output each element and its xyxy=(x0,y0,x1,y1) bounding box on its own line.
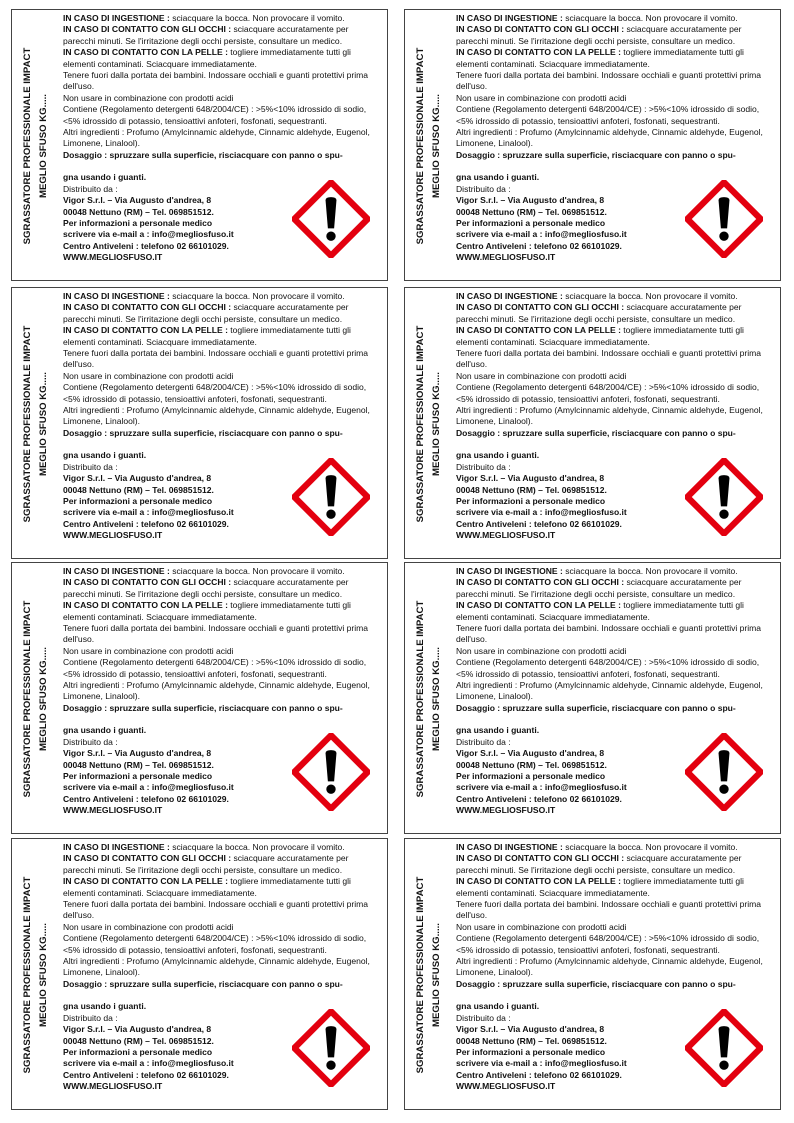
product-label xyxy=(404,562,781,834)
dosage-line1: Dosaggio : spruzzare sulla superficie, risciacquare con panno o spu- xyxy=(456,427,736,438)
distributor-header: Distribuito da : xyxy=(63,1012,118,1023)
ingestione-label: IN CASO DI INGESTIONE : xyxy=(63,566,170,576)
composition: Contiene (Regolamento detergenti 648/2004/CE) : >5%<10% idrossido di sodio, <5% idrossido di potassio, tensioattivi anfoteri, fosfonati, sequestranti. xyxy=(63,382,367,404)
distributor-company: Vigor S.r.l. – Via Augusto d'andrea, 8 xyxy=(63,748,212,759)
ingestione-warning xyxy=(63,842,381,853)
distributor-city: 00048 Nettuno (RM) – Tel. 069851512. xyxy=(63,206,214,217)
dosage-line2: gna usando i guanti. xyxy=(63,450,147,461)
occhi-warning xyxy=(456,577,774,600)
ingestione-label: IN CASO DI INGESTIONE : xyxy=(63,13,170,23)
poison-center: Centro Antiveleni : telefono 02 66101029. xyxy=(63,518,229,529)
product-name-line1: SGRASSATORE PROFESSIONALE IMPACT xyxy=(22,47,33,245)
occhi-label: IN CASO DI CONTATTO CON GLI OCCHI : xyxy=(63,24,232,35)
product-label xyxy=(404,838,781,1110)
dosage-line1: Dosaggio : spruzzare sulla superficie, risciacquare con panno o spu- xyxy=(456,978,736,989)
pelle-label: IN CASO DI CONTATTO CON LA PELLE : xyxy=(63,47,228,58)
website: WWW.MEGLIOSFUSO.IT xyxy=(456,1081,556,1092)
ingredients: Altri ingredienti : Profumo (Amylcinnamic aldehyde, Cinnamic aldehyde, Eugenol, Limonene, Linalool). xyxy=(456,680,763,702)
pelle-text: togliere immediatamente tutti gli elementi contaminati. Sciacquare immediatamente. xyxy=(456,325,744,347)
website: WWW.MEGLIOSFUSO.IT xyxy=(63,530,163,541)
ingestione-warning xyxy=(63,291,381,302)
ingredients: Altri ingredienti : Profumo (Amylcinnamic aldehyde, Cinnamic aldehyde, Eugenol, Limonene, Linalool). xyxy=(456,127,763,149)
ingestione-text: sciacquare la bocca. Non provocare il vomito. xyxy=(562,291,738,301)
ingestione-warning xyxy=(456,842,774,853)
occhi-label: IN CASO DI CONTATTO CON GLI OCCHI : xyxy=(456,577,625,588)
product-name-vertical xyxy=(405,563,453,833)
contact-email: scrivere via e-mail a : info@megliosfuso.it xyxy=(456,229,627,240)
ingestione-label: IN CASO DI INGESTIONE : xyxy=(456,13,563,23)
medical-info: Per informazioni a personale medico xyxy=(63,495,213,506)
pelle-label: IN CASO DI CONTATTO CON LA PELLE : xyxy=(63,876,228,887)
product-label xyxy=(11,562,388,834)
dosage-line2: gna usando i guanti. xyxy=(63,172,147,183)
distributor-header: Distribuito da : xyxy=(456,183,511,194)
distributor-header: Distribuito da : xyxy=(456,736,511,747)
bambini-warning: Tenere fuori dalla portata dei bambini. Indossare occhiali e guanti protettivi prima dell'uso. xyxy=(456,70,762,92)
composition: Contiene (Regolamento detergenti 648/2004/CE) : >5%<10% idrossido di sodio, <5% idrossido di potassio, tensioattivi anfoteri, fosfonati, sequestranti. xyxy=(456,104,760,126)
pelle-text: togliere immediatamente tutti gli elementi contaminati. Sciacquare immediatamente. xyxy=(456,600,744,622)
ingestione-warning xyxy=(63,13,381,24)
pelle-text: togliere immediatamente tutti gli elementi contaminati. Sciacquare immediatamente. xyxy=(456,47,744,69)
pelle-label: IN CASO DI CONTATTO CON LA PELLE : xyxy=(456,47,621,58)
contact-email: scrivere via e-mail a : info@megliosfuso.it xyxy=(63,507,234,518)
product-name-line2: MEGLIO SFUSO KG..... xyxy=(38,923,49,1027)
distributor-company: Vigor S.r.l. – Via Augusto d'andrea, 8 xyxy=(63,1024,212,1035)
ingredients: Altri ingredienti : Profumo (Amylcinnamic aldehyde, Cinnamic aldehyde, Eugenol, Limonene, Linalool). xyxy=(63,405,370,427)
dosage-line2: gna usando i guanti. xyxy=(63,1001,147,1012)
occhi-label: IN CASO DI CONTATTO CON GLI OCCHI : xyxy=(63,853,232,864)
acidi-warning: Non usare in combinazione con prodotti acidi xyxy=(63,921,234,932)
distributor-header: Distribuito da : xyxy=(63,461,118,472)
dosage-line1: Dosaggio : spruzzare sulla superficie, risciacquare con panno o spu- xyxy=(63,149,343,160)
product-label xyxy=(404,9,781,281)
medical-info: Per informazioni a personale medico xyxy=(456,495,606,506)
pelle-warning xyxy=(456,325,774,348)
ingestione-text: sciacquare la bocca. Non provocare il vomito. xyxy=(169,13,345,23)
pelle-warning xyxy=(456,47,774,70)
website: WWW.MEGLIOSFUSO.IT xyxy=(456,805,556,816)
occhi-text: sciacquare accuratamente per parecchi minuti. Se l'irritazione degli occhi persiste, consultare un medico. xyxy=(456,577,742,599)
poison-center: Centro Antiveleni : telefono 02 66101029. xyxy=(63,793,229,804)
occhi-text: sciacquare accuratamente per parecchi minuti. Se l'irritazione degli occhi persiste, consultare un medico. xyxy=(456,302,742,324)
product-label xyxy=(11,287,388,559)
composition: Contiene (Regolamento detergenti 648/2004/CE) : >5%<10% idrossido di sodio, <5% idrossido di potassio, tensioattivi anfoteri, fosfonati, sequestranti. xyxy=(456,933,760,955)
product-name-vertical xyxy=(12,288,60,558)
medical-info: Per informazioni a personale medico xyxy=(63,770,213,781)
occhi-text: sciacquare accuratamente per parecchi minuti. Se l'irritazione degli occhi persiste, consultare un medico. xyxy=(63,24,349,46)
product-label xyxy=(404,287,781,559)
pelle-text: togliere immediatamente tutti gli elementi contaminati. Sciacquare immediatamente. xyxy=(63,47,351,69)
product-name-line1: SGRASSATORE PROFESSIONALE IMPACT xyxy=(22,600,33,798)
ingestione-text: sciacquare la bocca. Non provocare il vomito. xyxy=(169,566,345,576)
ghs-exclamation-mark-icon xyxy=(292,733,370,811)
product-name-line2: MEGLIO SFUSO KG..... xyxy=(38,94,49,198)
product-name-line2: MEGLIO SFUSO KG..... xyxy=(431,923,442,1027)
distributor-city: 00048 Nettuno (RM) – Tel. 069851512. xyxy=(63,759,214,770)
ingredients: Altri ingredienti : Profumo (Amylcinnamic aldehyde, Cinnamic aldehyde, Eugenol, Limonene, Linalool). xyxy=(63,680,370,702)
pelle-warning xyxy=(63,600,381,623)
medical-info: Per informazioni a personale medico xyxy=(456,217,606,228)
poison-center: Centro Antiveleni : telefono 02 66101029. xyxy=(456,240,622,251)
ghs-exclamation-mark-icon xyxy=(292,1009,370,1087)
product-name-line2: MEGLIO SFUSO KG..... xyxy=(431,647,442,751)
pelle-warning xyxy=(63,47,381,70)
product-name-vertical xyxy=(405,288,453,558)
product-name-line1: SGRASSATORE PROFESSIONALE IMPACT xyxy=(415,876,426,1074)
distributor-company: Vigor S.r.l. – Via Augusto d'andrea, 8 xyxy=(63,195,212,206)
product-label xyxy=(11,838,388,1110)
ghs-exclamation-mark-icon xyxy=(685,458,763,536)
occhi-text: sciacquare accuratamente per parecchi minuti. Se l'irritazione degli occhi persiste, consultare un medico. xyxy=(456,853,742,875)
ingestione-warning xyxy=(456,291,774,302)
acidi-warning: Non usare in combinazione con prodotti acidi xyxy=(456,92,627,103)
ghs-exclamation-mark-icon xyxy=(685,733,763,811)
contact-email: scrivere via e-mail a : info@megliosfuso.it xyxy=(456,1058,627,1069)
ingestione-label: IN CASO DI INGESTIONE : xyxy=(456,842,563,852)
pelle-label: IN CASO DI CONTATTO CON LA PELLE : xyxy=(456,876,621,887)
poison-center: Centro Antiveleni : telefono 02 66101029. xyxy=(456,518,622,529)
product-name-vertical xyxy=(405,839,453,1109)
poison-center: Centro Antiveleni : telefono 02 66101029. xyxy=(456,793,622,804)
distributor-header: Distribuito da : xyxy=(456,461,511,472)
occhi-warning xyxy=(63,853,381,876)
pelle-warning xyxy=(63,325,381,348)
product-name-vertical xyxy=(405,10,453,280)
pelle-text: togliere immediatamente tutti gli elementi contaminati. Sciacquare immediatamente. xyxy=(63,600,351,622)
pelle-label: IN CASO DI CONTATTO CON LA PELLE : xyxy=(456,325,621,336)
acidi-warning: Non usare in combinazione con prodotti acidi xyxy=(63,645,234,656)
distributor-company: Vigor S.r.l. – Via Augusto d'andrea, 8 xyxy=(456,473,605,484)
website: WWW.MEGLIOSFUSO.IT xyxy=(63,805,163,816)
ingredients: Altri ingredienti : Profumo (Amylcinnamic aldehyde, Cinnamic aldehyde, Eugenol, Limonene, Linalool). xyxy=(63,127,370,149)
product-label xyxy=(11,9,388,281)
product-name-line1: SGRASSATORE PROFESSIONALE IMPACT xyxy=(22,325,33,523)
occhi-warning xyxy=(63,302,381,325)
ghs-exclamation-mark-icon xyxy=(292,180,370,258)
pelle-warning xyxy=(63,876,381,899)
distributor-company: Vigor S.r.l. – Via Augusto d'andrea, 8 xyxy=(456,195,605,206)
product-name-line2: MEGLIO SFUSO KG..... xyxy=(431,372,442,476)
product-name-line2: MEGLIO SFUSO KG..... xyxy=(38,372,49,476)
dosage-line2: gna usando i guanti. xyxy=(456,725,540,736)
acidi-warning: Non usare in combinazione con prodotti acidi xyxy=(456,370,627,381)
occhi-text: sciacquare accuratamente per parecchi minuti. Se l'irritazione degli occhi persiste, consultare un medico. xyxy=(63,577,349,599)
ghs-exclamation-mark-icon xyxy=(685,180,763,258)
pelle-text: togliere immediatamente tutti gli elementi contaminati. Sciacquare immediatamente. xyxy=(63,325,351,347)
occhi-label: IN CASO DI CONTATTO CON GLI OCCHI : xyxy=(63,302,232,313)
dosage-line1: Dosaggio : spruzzare sulla superficie, risciacquare con panno o spu- xyxy=(63,427,343,438)
occhi-label: IN CASO DI CONTATTO CON GLI OCCHI : xyxy=(456,853,625,864)
dosage-line2: gna usando i guanti. xyxy=(456,450,540,461)
pelle-warning xyxy=(456,876,774,899)
ingestione-warning xyxy=(63,566,381,577)
acidi-warning: Non usare in combinazione con prodotti acidi xyxy=(63,370,234,381)
composition: Contiene (Regolamento detergenti 648/2004/CE) : >5%<10% idrossido di sodio, <5% idrossido di potassio, tensioattivi anfoteri, fosfonati, sequestranti. xyxy=(456,382,760,404)
ingredients: Altri ingredienti : Profumo (Amylcinnamic aldehyde, Cinnamic aldehyde, Eugenol, Limonene, Linalool). xyxy=(63,956,370,978)
pelle-warning xyxy=(456,600,774,623)
pelle-label: IN CASO DI CONTATTO CON LA PELLE : xyxy=(63,600,228,611)
occhi-warning xyxy=(456,853,774,876)
occhi-text: sciacquare accuratamente per parecchi minuti. Se l'irritazione degli occhi persiste, consultare un medico. xyxy=(63,853,349,875)
product-name-line1: SGRASSATORE PROFESSIONALE IMPACT xyxy=(415,600,426,798)
website: WWW.MEGLIOSFUSO.IT xyxy=(456,252,556,263)
contact-email: scrivere via e-mail a : info@megliosfuso.it xyxy=(63,1058,234,1069)
poison-center: Centro Antiveleni : telefono 02 66101029. xyxy=(456,1069,622,1080)
occhi-label: IN CASO DI CONTATTO CON GLI OCCHI : xyxy=(63,577,232,588)
ingestione-text: sciacquare la bocca. Non provocare il vomito. xyxy=(562,842,738,852)
ingestione-label: IN CASO DI INGESTIONE : xyxy=(63,291,170,301)
occhi-text: sciacquare accuratamente per parecchi minuti. Se l'irritazione degli occhi persiste, consultare un medico. xyxy=(456,24,742,46)
bambini-warning: Tenere fuori dalla portata dei bambini. Indossare occhiali e guanti protettivi prima dell'uso. xyxy=(456,623,762,645)
pelle-label: IN CASO DI CONTATTO CON LA PELLE : xyxy=(63,325,228,336)
distributor-city: 00048 Nettuno (RM) – Tel. 069851512. xyxy=(456,759,607,770)
occhi-warning xyxy=(456,302,774,325)
website: WWW.MEGLIOSFUSO.IT xyxy=(63,252,163,263)
composition: Contiene (Regolamento detergenti 648/2004/CE) : >5%<10% idrossido di sodio, <5% idrossido di potassio, tensioattivi anfoteri, fosfonati, sequestranti. xyxy=(63,933,367,955)
bambini-warning: Tenere fuori dalla portata dei bambini. Indossare occhiali e guanti protettivi prima dell'uso. xyxy=(456,348,762,370)
distributor-city: 00048 Nettuno (RM) – Tel. 069851512. xyxy=(456,1035,607,1046)
occhi-label: IN CASO DI CONTATTO CON GLI OCCHI : xyxy=(456,24,625,35)
bambini-warning: Tenere fuori dalla portata dei bambini. Indossare occhiali e guanti protettivi prima dell'uso. xyxy=(63,899,369,921)
ingestione-text: sciacquare la bocca. Non provocare il vomito. xyxy=(169,842,345,852)
ingestione-warning xyxy=(456,566,774,577)
distributor-header: Distribuito da : xyxy=(63,736,118,747)
distributor-company: Vigor S.r.l. – Via Augusto d'andrea, 8 xyxy=(456,748,605,759)
occhi-text: sciacquare accuratamente per parecchi minuti. Se l'irritazione degli occhi persiste, consultare un medico. xyxy=(63,302,349,324)
contact-email: scrivere via e-mail a : info@megliosfuso.it xyxy=(456,507,627,518)
medical-info: Per informazioni a personale medico xyxy=(63,217,213,228)
poison-center: Centro Antiveleni : telefono 02 66101029. xyxy=(63,1069,229,1080)
acidi-warning: Non usare in combinazione con prodotti acidi xyxy=(456,921,627,932)
dosage-line1: Dosaggio : spruzzare sulla superficie, risciacquare con panno o spu- xyxy=(456,149,736,160)
occhi-warning xyxy=(63,577,381,600)
dosage-line2: gna usando i guanti. xyxy=(456,172,540,183)
occhi-label: IN CASO DI CONTATTO CON GLI OCCHI : xyxy=(456,302,625,313)
ingestione-text: sciacquare la bocca. Non provocare il vomito. xyxy=(169,291,345,301)
bambini-warning: Tenere fuori dalla portata dei bambini. Indossare occhiali e guanti protettivi prima dell'uso. xyxy=(456,899,762,921)
product-name-vertical xyxy=(12,839,60,1109)
ingredients: Altri ingredienti : Profumo (Amylcinnamic aldehyde, Cinnamic aldehyde, Eugenol, Limonene, Linalool). xyxy=(456,956,763,978)
acidi-warning: Non usare in combinazione con prodotti acidi xyxy=(456,645,627,656)
ingestione-label: IN CASO DI INGESTIONE : xyxy=(63,842,170,852)
product-name-line2: MEGLIO SFUSO KG..... xyxy=(431,94,442,198)
occhi-warning xyxy=(63,24,381,47)
dosage-line2: gna usando i guanti. xyxy=(456,1001,540,1012)
acidi-warning: Non usare in combinazione con prodotti acidi xyxy=(63,92,234,103)
distributor-city: 00048 Nettuno (RM) – Tel. 069851512. xyxy=(456,484,607,495)
product-name-line1: SGRASSATORE PROFESSIONALE IMPACT xyxy=(415,325,426,523)
contact-email: scrivere via e-mail a : info@megliosfuso.it xyxy=(456,782,627,793)
distributor-city: 00048 Nettuno (RM) – Tel. 069851512. xyxy=(63,484,214,495)
contact-email: scrivere via e-mail a : info@megliosfuso.it xyxy=(63,782,234,793)
website: WWW.MEGLIOSFUSO.IT xyxy=(456,530,556,541)
bambini-warning: Tenere fuori dalla portata dei bambini. Indossare occhiali e guanti protettivi prima dell'uso. xyxy=(63,70,369,92)
composition: Contiene (Regolamento detergenti 648/2004/CE) : >5%<10% idrossido di sodio, <5% idrossido di potassio, tensioattivi anfoteri, fosfonati, sequestranti. xyxy=(456,657,760,679)
medical-info: Per informazioni a personale medico xyxy=(456,1046,606,1057)
occhi-warning xyxy=(456,24,774,47)
medical-info: Per informazioni a personale medico xyxy=(63,1046,213,1057)
contact-email: scrivere via e-mail a : info@megliosfuso.it xyxy=(63,229,234,240)
product-name-line1: SGRASSATORE PROFESSIONALE IMPACT xyxy=(22,876,33,1074)
distributor-company: Vigor S.r.l. – Via Augusto d'andrea, 8 xyxy=(63,473,212,484)
dosage-line1: Dosaggio : spruzzare sulla superficie, risciacquare con panno o spu- xyxy=(63,702,343,713)
ingestione-label: IN CASO DI INGESTIONE : xyxy=(456,566,563,576)
composition: Contiene (Regolamento detergenti 648/2004/CE) : >5%<10% idrossido di sodio, <5% idrossido di potassio, tensioattivi anfoteri, fosfonati, sequestranti. xyxy=(63,657,367,679)
dosage-line1: Dosaggio : spruzzare sulla superficie, risciacquare con panno o spu- xyxy=(456,702,736,713)
medical-info: Per informazioni a personale medico xyxy=(456,770,606,781)
ghs-exclamation-mark-icon xyxy=(685,1009,763,1087)
product-name-vertical xyxy=(12,563,60,833)
pelle-label: IN CASO DI CONTATTO CON LA PELLE : xyxy=(456,600,621,611)
dosage-line1: Dosaggio : spruzzare sulla superficie, risciacquare con panno o spu- xyxy=(63,978,343,989)
ingredients: Altri ingredienti : Profumo (Amylcinnamic aldehyde, Cinnamic aldehyde, Eugenol, Limonene, Linalool). xyxy=(456,405,763,427)
distributor-city: 00048 Nettuno (RM) – Tel. 069851512. xyxy=(456,206,607,217)
bambini-warning: Tenere fuori dalla portata dei bambini. Indossare occhiali e guanti protettivi prima dell'uso. xyxy=(63,623,369,645)
website: WWW.MEGLIOSFUSO.IT xyxy=(63,1081,163,1092)
ingestione-label: IN CASO DI INGESTIONE : xyxy=(456,291,563,301)
ghs-exclamation-mark-icon xyxy=(292,458,370,536)
ingestione-text: sciacquare la bocca. Non provocare il vomito. xyxy=(562,566,738,576)
distributor-city: 00048 Nettuno (RM) – Tel. 069851512. xyxy=(63,1035,214,1046)
product-name-line2: MEGLIO SFUSO KG..... xyxy=(38,647,49,751)
ingestione-text: sciacquare la bocca. Non provocare il vomito. xyxy=(562,13,738,23)
pelle-text: togliere immediatamente tutti gli elementi contaminati. Sciacquare immediatamente. xyxy=(456,876,744,898)
product-name-line1: SGRASSATORE PROFESSIONALE IMPACT xyxy=(415,47,426,245)
product-name-vertical xyxy=(12,10,60,280)
distributor-header: Distribuito da : xyxy=(63,183,118,194)
composition: Contiene (Regolamento detergenti 648/2004/CE) : >5%<10% idrossido di sodio, <5% idrossido di potassio, tensioattivi anfoteri, fosfonati, sequestranti. xyxy=(63,104,367,126)
ingestione-warning xyxy=(456,13,774,24)
bambini-warning: Tenere fuori dalla portata dei bambini. Indossare occhiali e guanti protettivi prima dell'uso. xyxy=(63,348,369,370)
distributor-header: Distribuito da : xyxy=(456,1012,511,1023)
distributor-company: Vigor S.r.l. – Via Augusto d'andrea, 8 xyxy=(456,1024,605,1035)
pelle-text: togliere immediatamente tutti gli elementi contaminati. Sciacquare immediatamente. xyxy=(63,876,351,898)
dosage-line2: gna usando i guanti. xyxy=(63,725,147,736)
poison-center: Centro Antiveleni : telefono 02 66101029. xyxy=(63,240,229,251)
